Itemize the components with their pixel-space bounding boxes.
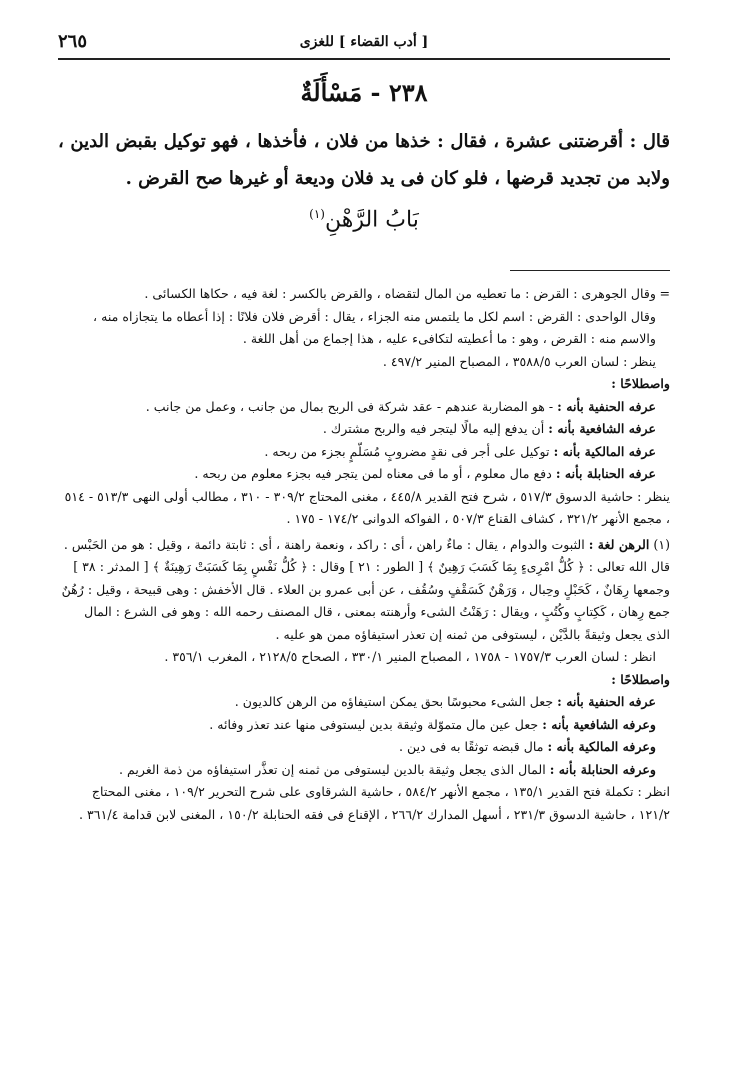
definition-item — [58, 396, 670, 419]
issue-title: ٢٣٨ - مَسْأَلَةٌ — [300, 78, 428, 107]
page-header — [58, 30, 670, 60]
footnote-1-label: الرهن لغة : — [588, 536, 650, 552]
footnote-references: ينظر : حاشية الدسوق ٥١٧/٣ ، شرح فتح القدير ٤٤٥/٨ ، مغنى المحتاج ٣٠٩/٢ - ٣١٠ ، مطالب أولى النهى ٥١٣/٣ - ٥١٤ ، مجمع الأنهر ٣٢١/٢ ، كشاف القناع ٥٠٧/٣ ، الفواكه الدوانى ١٧٤/٢ - ١٧٥ . — [64, 488, 670, 527]
definition-item — [58, 691, 670, 714]
main-text: قال : أقرضتنى عشرة ، فقال : خذها من فلان ، فأخذها ، فهو توكيل بقبض الدين ، ولابد من تجديد قرضها ، فلو كان فى يد فلان وديعة أو غيرها صح القرض . — [58, 131, 670, 189]
definition-item — [58, 714, 670, 737]
chapter-heading — [58, 207, 670, 232]
definition-label: عرفه الحنابلة بأنه : — [555, 466, 656, 482]
definition-text: دفع مال معلوم ، أو ما فى معناه لمن يتجر فيه بجزء معلوم من ربحه . — [194, 466, 552, 482]
footnote-text: وقال الجوهرى : القرض : ما تعطيه من المال لتقضاه ، والقرض بالكسر : لغة فيه ، حكاها الكسائى . — [144, 286, 656, 302]
footnote-line — [58, 283, 670, 306]
istilah-heading: واصطلاحًا : — [611, 376, 670, 392]
istilah-heading: واصطلاحًا : — [611, 671, 670, 687]
definition-item — [58, 418, 670, 441]
definition-item — [58, 463, 670, 486]
page-number: ٢٦٥ — [58, 31, 88, 52]
definition-text: - هو المضاربة عندهم - عقد شركة فى الربح بمال من جانب ، وعمل من جانب . — [145, 398, 554, 414]
continued-mark: = — [659, 286, 670, 302]
footnote-marker: (١) — [653, 536, 670, 552]
definition-label: وعرفه الحنابلة بأنه : — [549, 761, 656, 777]
definition-item — [58, 759, 670, 782]
definition-item — [58, 736, 670, 759]
definition-label: عرفه الشافعية بأنه : — [548, 421, 656, 437]
chapter-title: بَابُ الرَّهْنِ — [324, 207, 419, 233]
definition-text: توكيل على أجر فى نقدٍ مضروبٍ مُسَلّمٍ بجزء من ربحه . — [264, 443, 550, 459]
footnote-separator — [510, 270, 670, 271]
footnotes — [58, 283, 670, 826]
footnote-references: انظر : تكملة فتح القدير ١٣٥/١ ، مجمع الأنهر ٥٨٤/٢ ، حاشية الشرقاوى على شرح التحرير ١٠٩/٢ ، مغنى المحتاج ١٢١/٢ ، حاشية الدسوق ٢٣١/٣ ، أسهل المدارك ٢٦٦/٢ ، الإقناع فى فقه الحنابلة ١٥٠/٢ ، المغنى لابن قدامة ٣٦١/٤ . — [79, 784, 670, 822]
definition-label: وعرفه الشافعية بأنه : — [542, 716, 656, 732]
definition-text: جعل الشىء محبوسًا بحق يمكن استيفاؤه من الرهن كالديون . — [234, 694, 554, 710]
book-page — [58, 30, 670, 826]
book-title: [ أدب القضاء ] للغزى — [299, 34, 429, 50]
definition-label: عرفه المالكية بأنه : — [553, 443, 656, 459]
definition-text: جعل عين مال متموّلة وثيقة بدين ليستوفى منها عند تعذر وفائه . — [209, 716, 539, 732]
definition-label: عرفه الحنفية بأنه : — [557, 694, 656, 710]
footnote-ref: (١) — [309, 207, 325, 221]
definition-text: مال قبضه توثقًا به فى دين . — [399, 739, 544, 755]
definition-label: وعرفه المالكية بأنه : — [547, 739, 656, 755]
definition-item — [58, 441, 670, 464]
footnote-references: انظر : لسان العرب ١٧٥٧/٣ - ١٧٥٨ ، المصباح المنير ٣٣٠/١ ، الصحاح ٢١٢٨/٥ ، المغرب ٣٥٦/١ . — [164, 649, 656, 665]
definition-label: عرفه الحنفية بأنه : — [557, 398, 656, 414]
footnote-line: ينظر : لسان العرب ٣٥٨٨/٥ ، المصباح المنير ٤٩٧/٢ . — [382, 353, 656, 369]
footnote-1-text: الثبوت والدوام ، يقال : ماءٌ راهن ، أى : راكد ، ونعمة راهنة ، أى : ثابتة دائمة ، وقيل : هو من الحَبْس . قال الله تعالى : ﴿ كُلُّ امْرِىءٍ بِمَا كَسَبَ رَهِينٌ ﴾ [ الطور : ٢١ ] وقال : ﴿ كُلُّ نَفْسٍ بِمَا كَسَبَتْ رَهِينَةٌ ﴾ [ المدثر : ٣٨ ] وجمعها رِهَانٌ ، كَحَبْلٍ وحِبال ، وَرَهْنٌ كَسَقْفٍ وسُقُف ، عن أبى عمرو بن العلاء . قال الأخفش : وهى قبيحة ، وقيل : رُهُنٌ جمع رِهان ، كَكِتابٍ وكُتُبٍ ، ويقال : رَهَنْتُ الشىء وأرهنته بمعنى ، قال المصنف رحمه الله : وهو فى الشرع : المال الذى يجعل وثيقةً بالدَّيْن ، ليستوفى من ثمنه إن تعذر استيفاؤه ممن هو عليه . — [61, 536, 670, 642]
footnote-1 — [58, 534, 670, 647]
definition-text: المال الذى يجعل وثيقة بالدين ليستوفى من ثمنه إن تعذَّر استيفاؤه من ذمة الغريم . — [119, 761, 546, 777]
footnote-line: وقال الواحدى : القرض : اسم لكل ما يلتمس منه الجزاء ، يقال : أقرض فلان فلانًا : إذا أعطاه ما يتجازاه منه ، والاسم منه : القرض ، وهو : ما أعطيته لتكافىء عليه ، هذا إجماع من أهل اللغة . — [93, 308, 656, 347]
definition-text: أن يدفع إليه مالًا ليتجر فيه والربح مشترك . — [322, 421, 545, 437]
